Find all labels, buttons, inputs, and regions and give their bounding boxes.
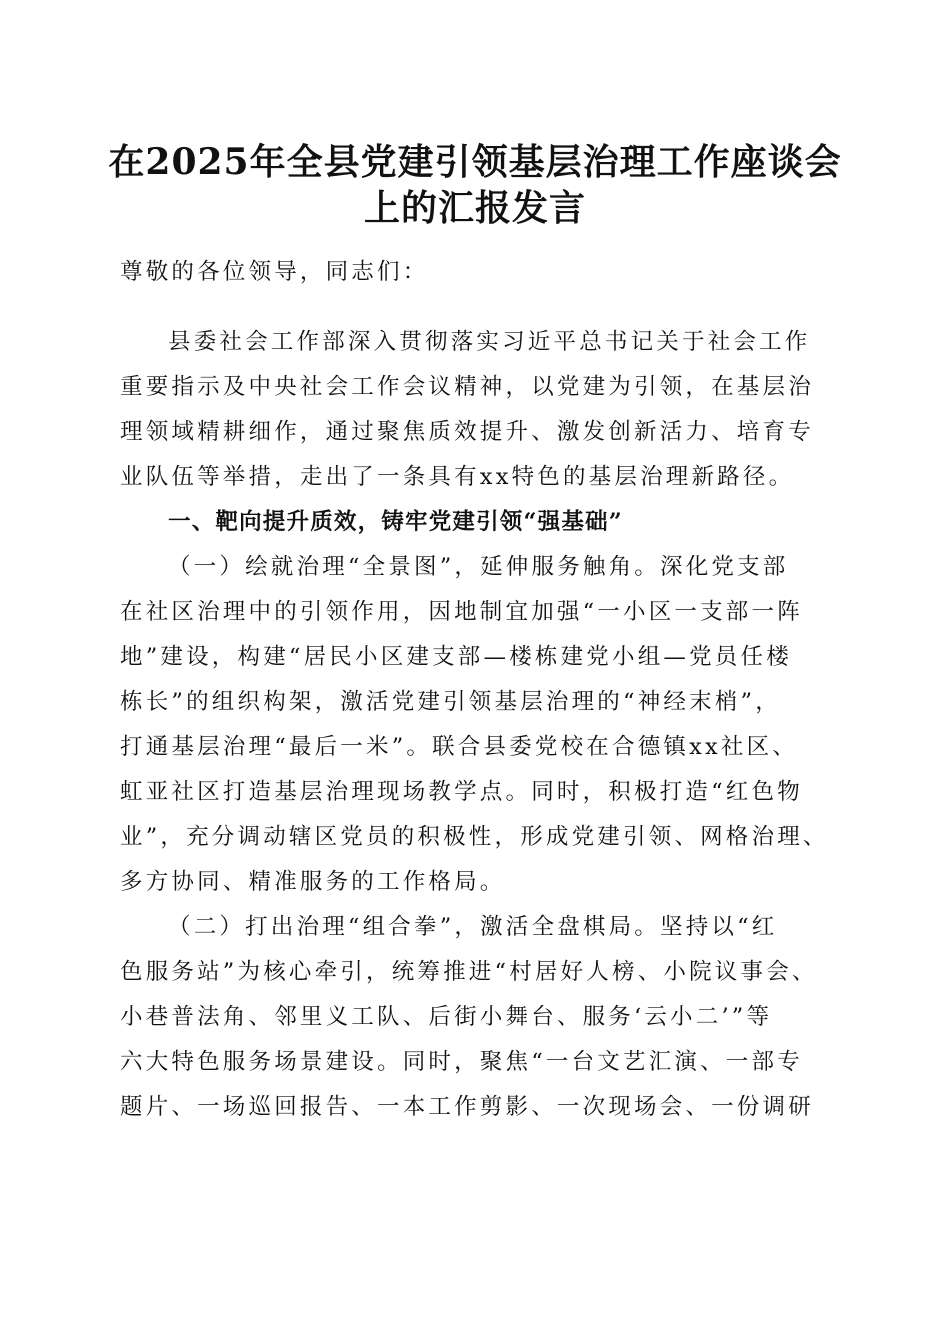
intro-line-2: 重要指示及中央社会工作会议精神，以党建为引领，在基层治 bbox=[120, 374, 814, 400]
intro-line-3: 理领域精耕细作，通过聚焦质效提升、激发创新活力、培育专 bbox=[120, 419, 814, 445]
para1-line-4: 栋长”的组织构架，激活党建引领基层治理的“神经末梢”， bbox=[120, 689, 781, 715]
para1-line-6: 虹亚社区打造基层治理现场教学点。同时，积极打造“红色物 bbox=[120, 779, 803, 805]
para2-line-5: 题片、一场巡回报告、一本工作剪影、一次现场会、一份调研 bbox=[120, 1094, 814, 1120]
para1-line-5: 打通基层治理“最后一米”。联合县委党校在合德镇xx社区、 bbox=[120, 734, 798, 760]
salutation: 尊敬的各位领导，同志们： bbox=[120, 259, 429, 285]
section-heading-1: 一、靶向提升质效，铸牢党建引领“强基础” bbox=[168, 509, 623, 535]
intro-line-4: 业队伍等举措，走出了一条具有xx特色的基层治理新路径。 bbox=[120, 464, 795, 490]
para2-line-4: 六大特色服务场景建设。同时，聚焦“一台文艺汇演、一部专 bbox=[120, 1049, 803, 1075]
document-title-line-2: 上的汇报发言 bbox=[363, 187, 586, 229]
para2-line-3: 小巷普法角、邻里义工队、后街小舞台、服务‘云小二’”等 bbox=[120, 1004, 773, 1030]
para2-line-1: （二）打出治理“组合拳”，激活全盘棋局。坚持以“红 bbox=[168, 914, 778, 940]
para1-line-2: 在社区治理中的引领作用，因地制宜加强“一小区一支部一阵 bbox=[120, 599, 803, 625]
para1-line-1: （一）绘就治理“全景图”，延伸服务触角。深化党支部 bbox=[168, 554, 789, 580]
para1-line-3: 地”建设，构建“居民小区建支部—楼栋建党小组—党员任楼 bbox=[120, 644, 792, 670]
document-title-line-1: 在2025年全县党建引领基层治理工作座谈会 bbox=[108, 141, 842, 183]
para2-line-2: 色服务站”为核心牵引，统筹推进“村居好人榜、小院议事会、 bbox=[120, 959, 818, 985]
intro-line-1: 县委社会工作部深入贯彻落实习近平总书记关于社会工作 bbox=[168, 329, 811, 355]
para1-line-8: 多方协同、精准服务的工作格局。 bbox=[120, 869, 506, 895]
para1-line-7: 业”，充分调动辖区党员的积极性，形成党建引领、网格治理、 bbox=[120, 824, 829, 850]
